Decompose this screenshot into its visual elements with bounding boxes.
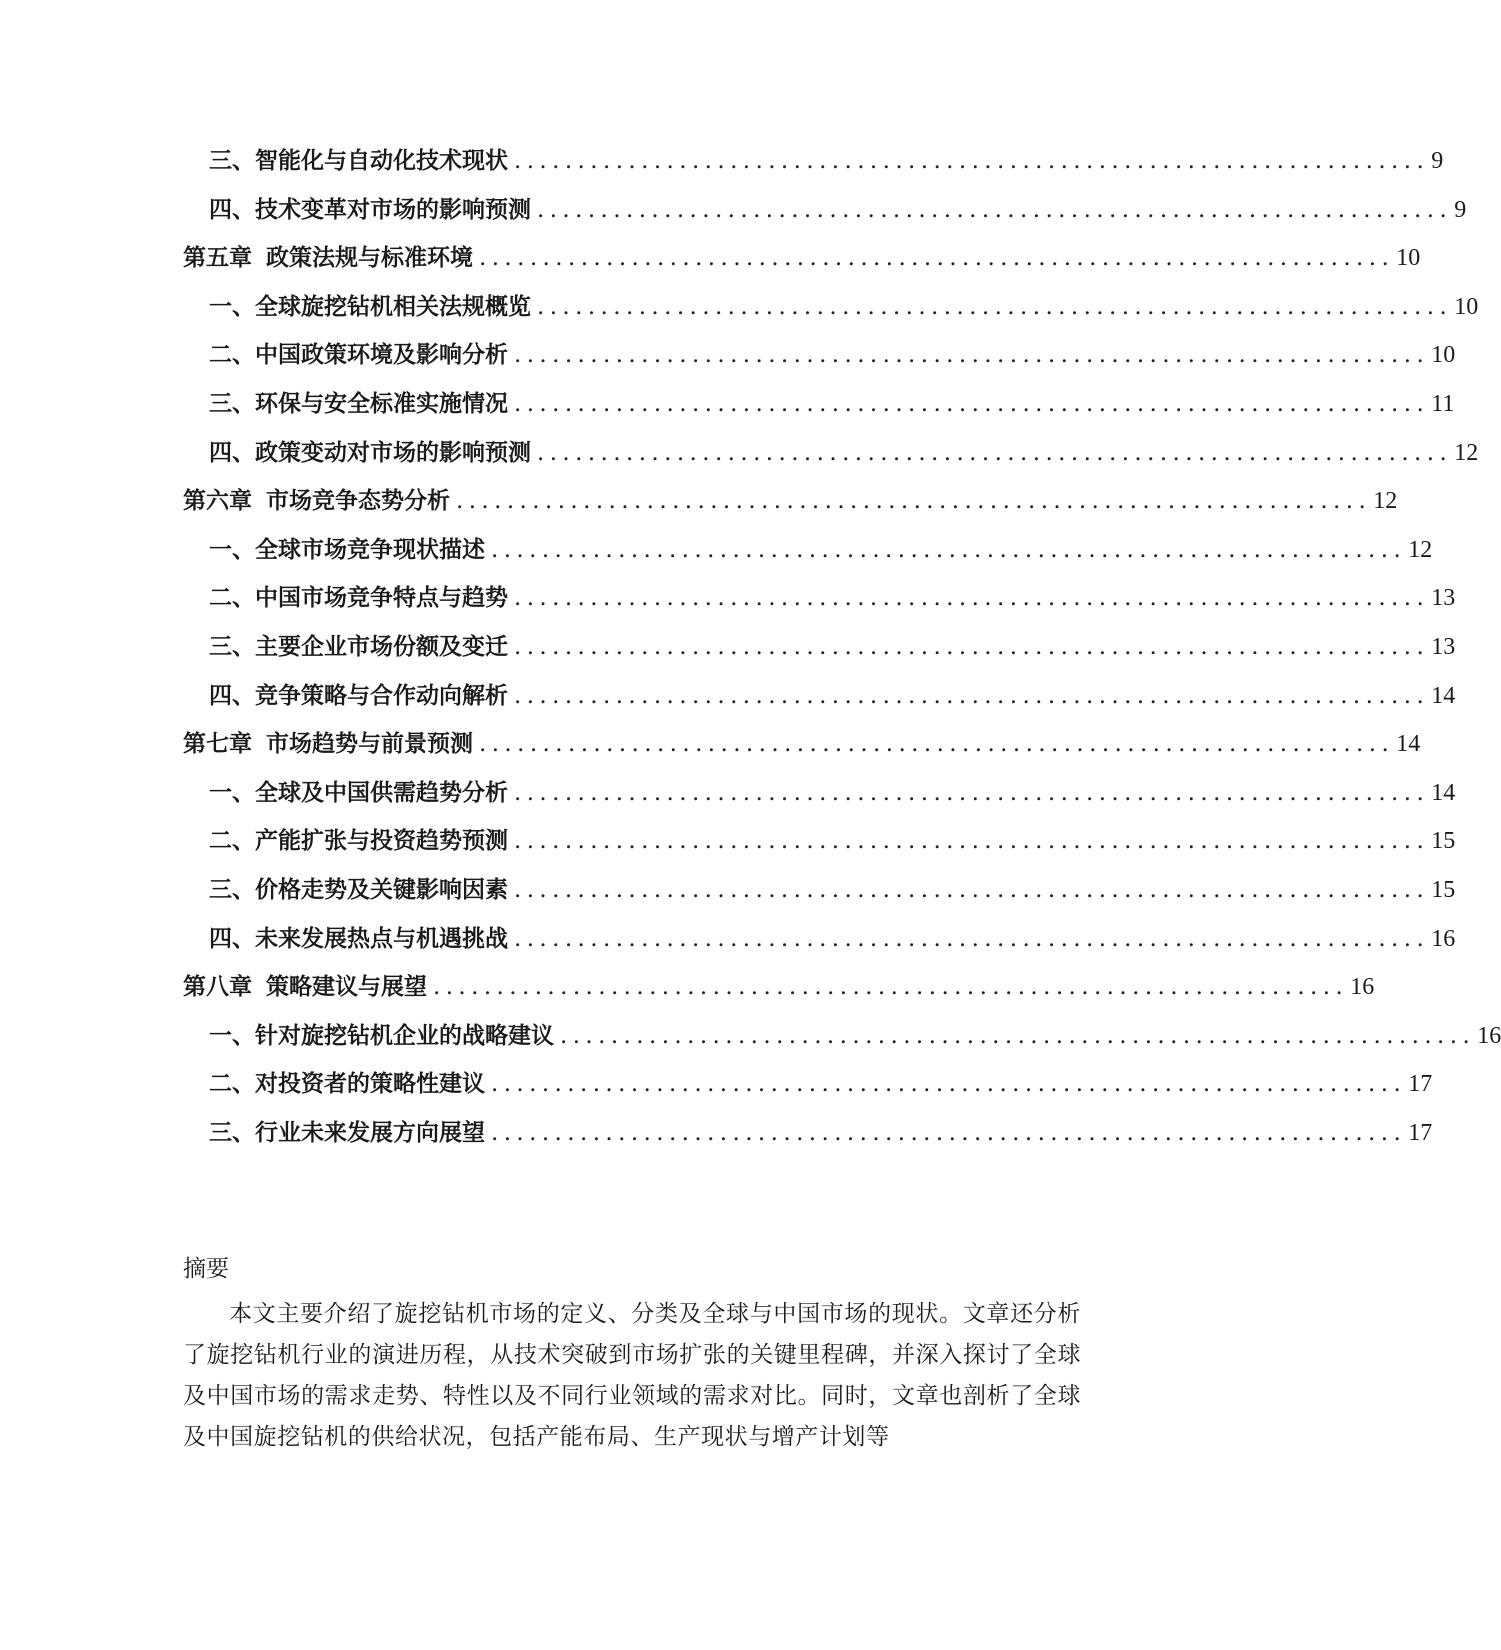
toc-dot-leader: ........................................................................ — [491, 1119, 1407, 1146]
toc-dot-leader: ........................................................................ — [433, 974, 1349, 1001]
toc-entry-number: 第六章 — [183, 487, 252, 515]
toc-dot-leader: ........................................................................ — [514, 682, 1430, 709]
toc-entry-number: 一、 — [209, 535, 255, 563]
toc-entry-title: 市场竞争态势分析 — [266, 487, 450, 515]
toc-page-number: 14 — [1396, 731, 1421, 758]
abstract-heading: 摘要 — [183, 1256, 229, 1281]
toc-chapter-entry[interactable] — [183, 968, 1375, 1017]
toc-section-entry[interactable] — [183, 288, 1479, 337]
toc-chapter-entry[interactable] — [183, 725, 1421, 774]
toc-dot-leader: ........................................................................ — [514, 148, 1430, 174]
toc-dot-leader: ........................................................................ — [560, 1022, 1476, 1049]
toc-page-number: 9 — [1431, 148, 1444, 174]
toc-dot-leader: ........................................................................ — [537, 196, 1453, 223]
toc-section-entry[interactable] — [183, 822, 1456, 871]
toc-dot-leader: ........................................................................ — [456, 488, 1372, 515]
toc-entry-title: 环保与安全标准实施情况 — [255, 389, 508, 417]
toc-entry-number: 二、 — [209, 584, 255, 612]
toc-section-entry[interactable] — [183, 191, 1467, 240]
toc-page-number: 14 — [1431, 682, 1456, 709]
toc-entry-number: 三、 — [209, 632, 255, 660]
toc-entry-title: 主要企业市场份额及变迁 — [255, 632, 508, 660]
toc-entry-number: 一、 — [209, 778, 255, 806]
toc-section-entry[interactable] — [183, 628, 1456, 677]
toc-dot-leader: ........................................................................ — [491, 536, 1407, 563]
toc-entry-title: 政策法规与标准环境 — [266, 244, 473, 272]
toc-entry-number: 四、 — [209, 681, 255, 709]
toc-entry-title: 产能扩张与投资趋势预测 — [255, 827, 508, 855]
toc-page-number: 17 — [1408, 1119, 1433, 1146]
toc-page-number: 12 — [1408, 536, 1433, 563]
toc-entry-title: 竞争策略与合作动向解析 — [255, 681, 508, 709]
toc-entry-title: 政策变动对市场的影响预测 — [255, 438, 531, 466]
toc-entry-title: 策略建议与展望 — [266, 973, 427, 1001]
toc-page-number: 14 — [1431, 779, 1456, 806]
toc-dot-leader: ........................................................................ — [491, 1071, 1407, 1098]
toc-dot-leader: ........................................................................ — [514, 876, 1430, 903]
toc-dot-leader: ........................................................................ — [514, 779, 1430, 806]
toc-dot-leader: ........................................................................ — [514, 342, 1430, 369]
toc-page-number: 10 — [1431, 342, 1456, 369]
toc-entry-number: 第七章 — [183, 730, 252, 758]
toc-entry-number: 四、 — [209, 195, 255, 223]
toc-page-number: 15 — [1431, 876, 1456, 903]
toc-page-number: 9 — [1454, 196, 1467, 223]
toc-section-entry[interactable] — [183, 385, 1455, 434]
toc-entry-number: 四、 — [209, 438, 255, 466]
toc-entry-title: 价格走势及关键影响因素 — [255, 875, 508, 903]
toc-dot-leader: ........................................................................ — [514, 390, 1430, 417]
toc-section-entry[interactable] — [183, 142, 1444, 191]
table-of-contents — [183, 142, 1501, 1162]
toc-section-entry[interactable] — [183, 1017, 1501, 1066]
toc-entry-title: 未来发展热点与机遇挑战 — [255, 924, 508, 952]
toc-entry-number: 二、 — [209, 1070, 255, 1098]
toc-dot-leader: ........................................................................ — [537, 439, 1453, 466]
toc-entry-number: 一、 — [209, 1021, 255, 1049]
toc-dot-leader: ........................................................................ — [479, 245, 1395, 272]
toc-entry-number: 三、 — [209, 1118, 255, 1146]
toc-entry-title: 行业未来发展方向展望 — [255, 1118, 485, 1146]
toc-entry-number: 三、 — [209, 147, 255, 174]
toc-section-entry[interactable] — [183, 677, 1456, 726]
toc-entry-number: 第五章 — [183, 244, 252, 272]
toc-section-entry[interactable] — [183, 1114, 1433, 1163]
toc-entry-title: 市场趋势与前景预测 — [266, 730, 473, 758]
toc-entry-number: 三、 — [209, 389, 255, 417]
toc-page-number: 13 — [1431, 633, 1456, 660]
toc-page-number: 16 — [1350, 974, 1375, 1001]
toc-chapter-entry[interactable] — [183, 482, 1398, 531]
abstract-section — [183, 1253, 1081, 1457]
toc-entry-title: 全球市场竞争现状描述 — [255, 535, 485, 563]
toc-entry-title: 技术变革对市场的影响预测 — [255, 195, 531, 223]
toc-page-number: 11 — [1431, 390, 1455, 417]
toc-dot-leader: ........................................................................ — [514, 828, 1430, 855]
toc-entry-title: 中国政策环境及影响分析 — [255, 341, 508, 369]
toc-section-entry[interactable] — [183, 434, 1479, 483]
toc-page-number: 12 — [1373, 488, 1398, 515]
toc-page-number: 15 — [1431, 828, 1456, 855]
toc-section-entry[interactable] — [183, 920, 1456, 969]
toc-entry-title: 中国市场竞争特点与趋势 — [255, 584, 508, 612]
toc-entry-number: 第八章 — [183, 973, 252, 1001]
toc-dot-leader: ........................................................................ — [514, 585, 1430, 612]
toc-entry-number: 一、 — [209, 292, 255, 320]
toc-entry-title: 全球及中国供需趋势分析 — [255, 778, 508, 806]
toc-entry-number: 二、 — [209, 827, 255, 855]
toc-dot-leader: ........................................................................ — [537, 293, 1453, 320]
toc-entry-number: 二、 — [209, 341, 255, 369]
toc-section-entry[interactable] — [183, 531, 1433, 580]
toc-page-number: 13 — [1431, 585, 1456, 612]
toc-dot-leader: ........................................................................ — [514, 925, 1430, 952]
toc-entry-number: 四、 — [209, 924, 255, 952]
toc-entry-number: 三、 — [209, 875, 255, 903]
toc-section-entry[interactable] — [183, 871, 1456, 920]
toc-page-number: 16 — [1431, 925, 1456, 952]
toc-page-number: 12 — [1454, 439, 1479, 466]
toc-page-number: 17 — [1408, 1071, 1433, 1098]
toc-entry-title: 全球旋挖钻机相关法规概览 — [255, 292, 531, 320]
toc-entry-title: 针对旋挖钻机企业的战略建议 — [255, 1021, 554, 1049]
toc-entry-title: 对投资者的策略性建议 — [255, 1070, 485, 1098]
toc-section-entry[interactable] — [183, 774, 1456, 823]
toc-section-entry[interactable] — [183, 1065, 1433, 1114]
toc-page-number: 10 — [1454, 293, 1479, 320]
toc-dot-leader: ........................................................................ — [479, 731, 1395, 758]
toc-dot-leader: ........................................................................ — [514, 633, 1430, 660]
toc-page-number: 16 — [1477, 1022, 1501, 1049]
abstract-body: 本文主要介绍了旋挖钻机市场的定义、分类及全球与中国市场的现状。文章还分析了旋挖钻机行业的演进历程，从技术突破到市场扩张的关键里程碑，并深入探讨了全球及中国市场的需求走势、特性以及不同行业领域的需求对比。同时，文章也剖析了全球及中国旋挖钻机的供给状况，包括产能布局、生产现状与增产计划等 — [183, 1301, 1081, 1449]
toc-chapter-entry[interactable] — [183, 239, 1421, 288]
toc-page-number: 10 — [1396, 245, 1421, 272]
toc-section-entry[interactable] — [183, 579, 1456, 628]
toc-entry-title: 智能化与自动化技术现状 — [255, 147, 508, 174]
toc-section-entry[interactable] — [183, 336, 1456, 385]
